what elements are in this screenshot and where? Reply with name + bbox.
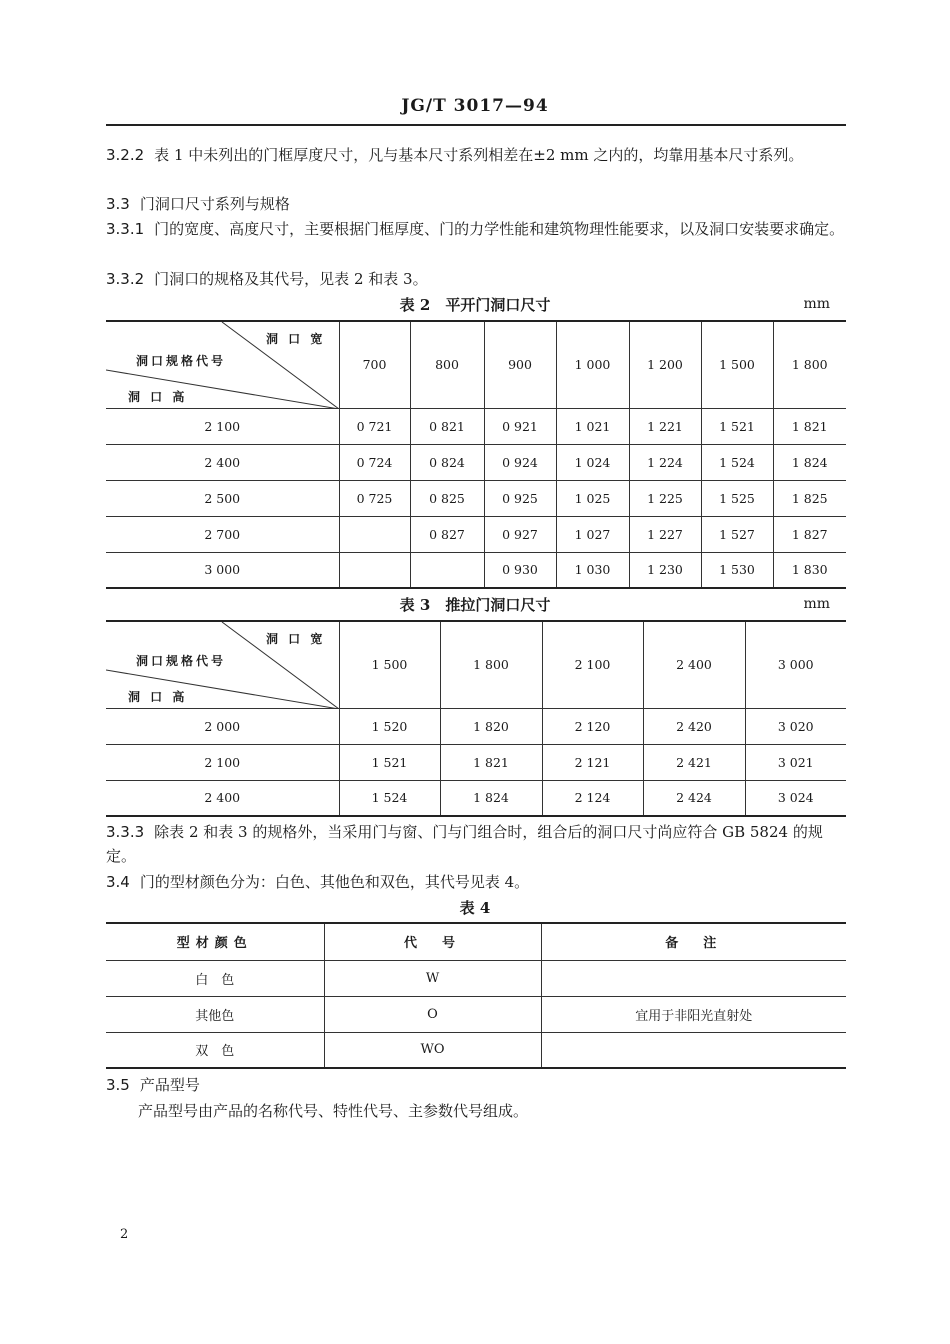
code-cell: 1 520 — [339, 708, 440, 744]
code-cell: W — [324, 960, 541, 996]
code-cell: 2 120 — [542, 708, 643, 744]
code-cell: 1 830 — [773, 552, 846, 588]
width-header: 1 200 — [629, 321, 701, 408]
code-cell: 1 530 — [701, 552, 773, 588]
code-cell: 2 420 — [643, 708, 745, 744]
code-cell: 1 824 — [440, 780, 542, 816]
height-cell: 2 000 — [106, 708, 339, 744]
height-cell: 2 500 — [106, 480, 339, 516]
code-cell: 1 824 — [773, 444, 846, 480]
table-row — [106, 996, 846, 1032]
color-cell: 其他色 — [106, 996, 324, 1032]
paragraph-3-5 — [106, 1073, 848, 1097]
code-cell: 1 227 — [629, 516, 701, 552]
paragraph-3-3-1 — [106, 217, 848, 241]
table-3-sliding-door-opening-sizes — [106, 620, 846, 817]
code-cell: 1 525 — [701, 480, 773, 516]
code-cell: 1 521 — [339, 744, 440, 780]
width-header: 3 000 — [745, 621, 846, 708]
column-header: 型材颜色 — [106, 923, 324, 960]
diagonal-header-cell — [106, 621, 339, 708]
code-cell: 1 524 — [701, 444, 773, 480]
width-header: 1 800 — [440, 621, 542, 708]
code-cell: 1 025 — [556, 480, 629, 516]
code-cell: WO — [324, 1032, 541, 1068]
width-header: 2 100 — [542, 621, 643, 708]
code-cell: 2 121 — [542, 744, 643, 780]
code-cell: 0 925 — [484, 480, 556, 516]
color-cell: 双 色 — [106, 1032, 324, 1068]
table-2-door-opening-sizes — [106, 320, 846, 589]
code-cell: 0 930 — [484, 552, 556, 588]
code-axis-label: 洞口规格代号 — [136, 654, 227, 668]
table-3-unit: mm — [803, 596, 830, 612]
table-3-caption: 表 3 推拉门洞口尺寸 — [399, 596, 551, 614]
code-cell: 1 224 — [629, 444, 701, 480]
paragraph-3-2-2 — [106, 143, 848, 167]
table-row — [106, 516, 846, 552]
paragraph-3-3 — [106, 192, 848, 216]
width-header: 1 500 — [339, 621, 440, 708]
code-cell: 1 827 — [773, 516, 846, 552]
clause-number: 3.2.2 — [106, 146, 145, 164]
code-cell: 1 021 — [556, 408, 629, 444]
width-header: 900 — [484, 321, 556, 408]
note-cell — [541, 960, 846, 996]
height-axis-label: 洞 口 高 — [128, 690, 188, 704]
code-cell: 2 124 — [542, 780, 643, 816]
table-row — [106, 744, 846, 780]
table-row — [106, 1032, 846, 1068]
table-2-unit: mm — [803, 296, 830, 312]
height-cell: 2 100 — [106, 408, 339, 444]
table-row — [106, 960, 846, 996]
clause-text: 门的宽度、高度尺寸，主要根据门框厚度、门的力学性能和建筑物理性能要求，以及洞口安装要求确定。 — [154, 220, 845, 238]
code-cell: 0 827 — [410, 516, 484, 552]
code-cell: 0 921 — [484, 408, 556, 444]
height-axis-label: 洞 口 高 — [128, 390, 188, 404]
height-cell: 3 000 — [106, 552, 339, 588]
code-cell: 0 924 — [484, 444, 556, 480]
code-cell — [339, 552, 410, 588]
width-header: 2 400 — [643, 621, 745, 708]
clause-text: 门洞口的规格及其代号，见表 2 和表 3。 — [154, 270, 428, 288]
code-cell: 3 024 — [745, 780, 846, 816]
height-cell: 2 700 — [106, 516, 339, 552]
column-header: 代 号 — [324, 923, 541, 960]
width-header: 1 800 — [773, 321, 846, 408]
code-cell: 0 825 — [410, 480, 484, 516]
code-cell: 3 020 — [745, 708, 846, 744]
width-header: 700 — [339, 321, 410, 408]
clause-number: 3.4 — [106, 873, 130, 891]
clause-text: 除表 2 和表 3 的规格外，当采用门与窗、门与门组合时，组合后的洞口尺寸尚应符合 GB 5824 的规定。 — [106, 823, 823, 865]
code-cell: 1 027 — [556, 516, 629, 552]
code-cell: 1 230 — [629, 552, 701, 588]
table-row — [106, 408, 846, 444]
table-4-profile-colors — [106, 922, 846, 1069]
table-4-caption: 表 4 — [459, 899, 491, 917]
code-cell: 1 225 — [629, 480, 701, 516]
paragraph-3-3-3 — [106, 820, 848, 868]
table-row — [106, 552, 846, 588]
code-cell: 2 424 — [643, 780, 745, 816]
table-row — [106, 480, 846, 516]
clause-text: 产品型号 — [139, 1076, 200, 1094]
width-header: 1 000 — [556, 321, 629, 408]
code-cell — [339, 516, 410, 552]
clause-text: 表 1 中未列出的门框厚度尺寸，凡与基本尺寸系列相差在±2 mm 之内的，均靠用基本尺寸系列。 — [154, 146, 804, 164]
code-cell: 2 421 — [643, 744, 745, 780]
code-cell: 0 721 — [339, 408, 410, 444]
table-row — [106, 444, 846, 480]
width-axis-label: 洞 口 宽 — [266, 632, 326, 646]
width-header: 1 500 — [701, 321, 773, 408]
table-2-caption: 表 2 平开门洞口尺寸 — [399, 296, 551, 314]
code-cell: 1 521 — [701, 408, 773, 444]
clause-number: 3.5 — [106, 1076, 130, 1094]
code-cell: 0 725 — [339, 480, 410, 516]
height-cell: 2 400 — [106, 444, 339, 480]
color-cell: 白 色 — [106, 960, 324, 996]
standard-code-header: JG/T 3017—94 — [401, 96, 549, 116]
table-row — [106, 780, 846, 816]
code-cell: 1 524 — [339, 780, 440, 816]
clause-text: 门洞口尺寸系列与规格 — [139, 195, 290, 213]
clause-number: 3.3.1 — [106, 220, 145, 238]
width-axis-label: 洞 口 宽 — [266, 332, 326, 346]
code-cell: 0 821 — [410, 408, 484, 444]
clause-number: 3.3.3 — [106, 823, 145, 841]
code-axis-label: 洞口规格代号 — [136, 354, 227, 368]
code-cell: 0 724 — [339, 444, 410, 480]
note-cell — [541, 1032, 846, 1068]
page-number: 2 — [120, 1227, 129, 1242]
code-cell: 1 221 — [629, 408, 701, 444]
paragraph-3-5-body: 产品型号由产品的名称代号、特性代号、主参数代号组成。 — [138, 1102, 529, 1120]
code-cell — [410, 552, 484, 588]
table-row — [106, 708, 846, 744]
code-cell: 1 820 — [440, 708, 542, 744]
code-cell: 1 030 — [556, 552, 629, 588]
code-cell: 1 024 — [556, 444, 629, 480]
code-cell: 1 821 — [773, 408, 846, 444]
height-cell: 2 400 — [106, 780, 339, 816]
note-cell: 宜用于非阳光直射处 — [541, 996, 846, 1032]
code-cell: 1 821 — [440, 744, 542, 780]
clause-number: 3.3 — [106, 195, 130, 213]
code-cell: 1 527 — [701, 516, 773, 552]
height-cell: 2 100 — [106, 744, 339, 780]
code-cell: 1 825 — [773, 480, 846, 516]
width-header: 800 — [410, 321, 484, 408]
paragraph-3-3-2 — [106, 267, 848, 291]
clause-text: 门的型材颜色分为：白色、其他色和双色，其代号见表 4。 — [139, 873, 530, 891]
code-cell: 3 021 — [745, 744, 846, 780]
column-header: 备 注 — [541, 923, 846, 960]
clause-number: 3.3.2 — [106, 270, 145, 288]
code-cell: 0 824 — [410, 444, 484, 480]
header-rule — [106, 124, 846, 126]
code-cell: O — [324, 996, 541, 1032]
diagonal-header-cell — [106, 321, 339, 408]
paragraph-3-4 — [106, 870, 848, 894]
code-cell: 0 927 — [484, 516, 556, 552]
